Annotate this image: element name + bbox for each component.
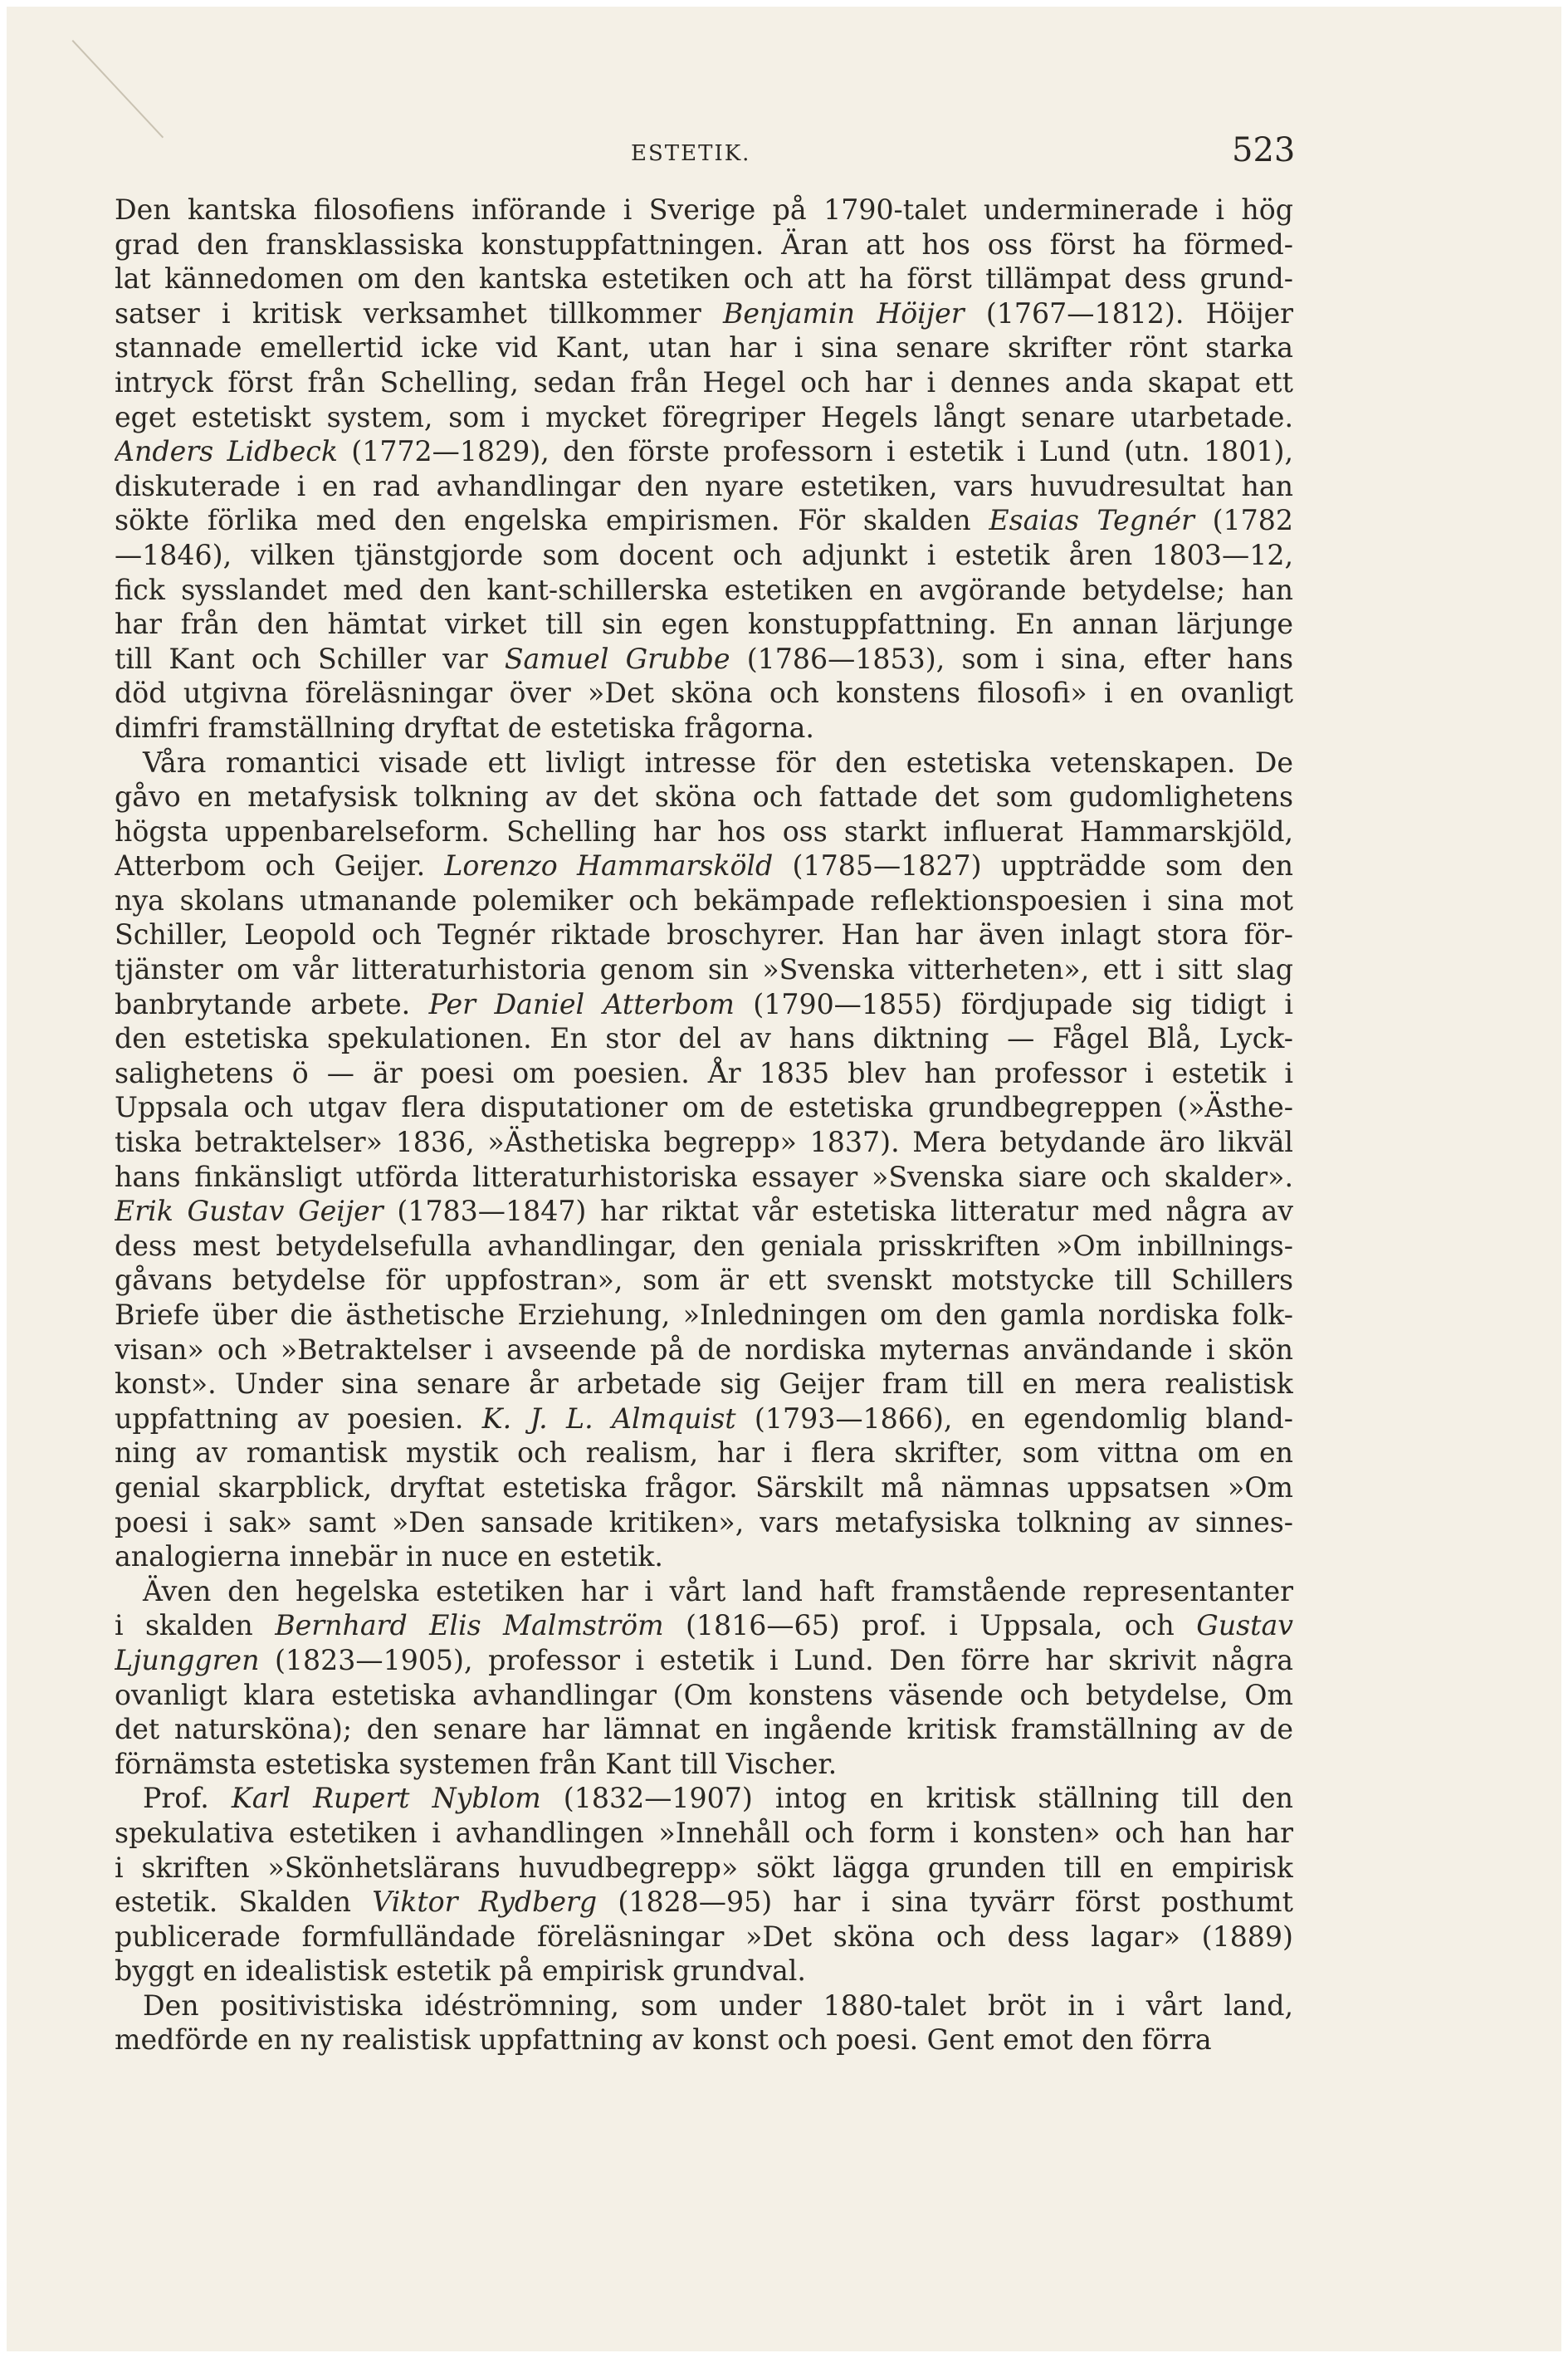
text-line: den estetiska spekulationen. En stor del av hans diktning — Fågel Blå, Lyck- [115, 1022, 1293, 1055]
text-line: Atterbom och Geijer. Lorenzo Hammarsköld (1785—1827) uppträdde som den [115, 849, 1293, 883]
text-line: Ljunggren (1823—1905), professor i estetik i Lund. Den förre har skrivit några [115, 1643, 1293, 1676]
text-line: tjänster om vår litteraturhistoria genom sin »Svenska vitterheten», ett i sitt slag [115, 953, 1293, 986]
text-line: i skalden Bernhard Elis Malmström (1816—65) prof. i Uppsala, och Gustav [115, 1609, 1293, 1642]
page-number: 523 [1232, 131, 1296, 169]
text-line: diskuterade i en rad avhandlingar den nyare estetiken, vars huvudresultat han [115, 469, 1293, 502]
text-line: Den positivistiska idéströmning, som under 1880-talet bröt in i vårt land, [143, 1989, 1293, 2022]
text-line: eget estetiskt system, som i mycket föregriper Hegels långt senare utarbetade. [115, 400, 1293, 433]
text-line: hans finkänsligt utförda litteraturhistoriska essayer »Svenska siare och skalder». [115, 1160, 1293, 1193]
text-line: grad den fransklassiska konstuppfattningen. Äran att hos oss först ha förmed- [115, 227, 1293, 261]
text-line: Erik Gustav Geijer (1783—1847) har riktat vår estetiska litteratur med några av [115, 1195, 1293, 1228]
text-line: analogierna innebär in nuce en estetik. [115, 1540, 663, 1573]
body-text [115, 193, 1293, 2057]
running-head: ESTETIK. [631, 141, 751, 166]
text-line: konst». Under sina senare år arbetade sig Geijer fram till en mera realistisk [115, 1367, 1293, 1401]
text-line: har från den hämtat virket till sin egen konstuppfattning. En annan lärjunge [115, 608, 1293, 641]
text-line: gåvo en metafysisk tolkning av det sköna och fattade det som gudomlighetens [115, 780, 1293, 814]
text-line: lat kännedomen om den kantska estetiken och att ha först tillämpat dess grund- [115, 262, 1293, 296]
text-line: det natursköna); den senare har lämnat en ingående kritisk framställning av de [115, 1713, 1293, 1746]
text-line: förnämsta estetiska systemen från Kant till Vischer. [115, 1747, 838, 1780]
text-line: Även den hegelska estetiken har i vårt land haft framstående representanter [143, 1574, 1293, 1607]
text-line: poesi i sak» samt »Den sansade kritiken», vars metafysiska tolkning av sinnes- [115, 1505, 1293, 1539]
text-line: salighetens ö — är poesi om poesien. År 1835 blev han professor i estetik i [115, 1056, 1293, 1089]
text-line: uppfattning av poesien. K. J. L. Almquist (1793—1866), en egendomlig bland- [115, 1402, 1293, 1435]
text-line: spekulativa estetiken i avhandlingen »Innehåll och form i konsten» och han har [115, 1816, 1293, 1849]
text-line: tiska betraktelser» 1836, »Ästhetiska begrepp» 1837). Mera betydande äro likväl [115, 1126, 1293, 1159]
scanned-page [7, 7, 1561, 2351]
text-line: högsta uppenbarelseform. Schelling har hos oss starkt influerat Hammarskjöld, [115, 815, 1293, 848]
paragraph [115, 1574, 1293, 1782]
text-line: byggt en idealistisk estetik på empirisk grundval. [115, 1954, 806, 1988]
text-line: dess mest betydelsefulla avhandlingar, den geniala prisskriften »Om inbillnings- [115, 1229, 1293, 1262]
text-line: publicerade formfulländade föreläsningar »Det sköna och dess lagar» (1889) [115, 1920, 1293, 1953]
paragraph [115, 193, 1293, 746]
text-line: gåvans betydelse för uppfostran», som är ett svenskt motstycke till Schillers [115, 1264, 1293, 1297]
text-line: ning av romantisk mystik och realism, har i flera skrifter, som vittna om en [115, 1436, 1293, 1470]
text-line: stannade emellertid icke vid Kant, utan har i sina senare skrifter rönt starka [115, 331, 1293, 364]
text-line: Schiller, Leopold och Tegnér riktade broschyrer. Han har även inlagt stora för- [115, 918, 1293, 952]
scan-artifact-line [72, 40, 164, 138]
text-line: Prof. Karl Rupert Nyblom (1832—1907) intog en kritisk ställning till den [143, 1782, 1293, 1815]
text-line: satser i kritisk verksamhet tillkommer Benjamin Höijer (1767—1812). Höijer [115, 296, 1293, 330]
text-line: Den kantska filosofiens införande i Sverige på 1790-talet underminerade i hög [115, 193, 1293, 226]
paragraph [115, 746, 1293, 1574]
text-line: dimfri framställning dryftat de estetiska frågorna. [115, 711, 814, 744]
text-line: Briefe über die ästhetische Erziehung, »Inledningen om den gamla nordiska folk- [115, 1299, 1293, 1331]
text-line: banbrytande arbete. Per Daniel Atterbom (1790—1855) fördjupade sig tidigt i [115, 987, 1293, 1020]
text-line: genial skarpblick, dryftat estetiska frågor. Särskilt må nämnas uppsatsen »Om [115, 1470, 1293, 1504]
text-line: Våra romantici visade ett livligt intresse för den estetiska vetenskapen. De [143, 746, 1293, 779]
text-line: medförde en ny realistisk uppfattning av konst och poesi. Gent emot den förra [115, 2023, 1212, 2057]
text-line: visan» och »Betraktelser i avseende på de nordiska myternas användande i skön [115, 1333, 1293, 1366]
text-line: i skriften »Skönhetslärans huvudbegrepp» sökt lägga grunden till en empirisk [115, 1851, 1293, 1884]
text-line: Uppsala och utgav flera disputationer om de estetiska grundbegreppen (»Ästhe- [115, 1091, 1293, 1124]
text-line: död utgivna föreläsningar över »Det sköna och konstens filosofi» i en ovanligt [115, 677, 1293, 710]
text-line: —1846), vilken tjänstgjorde som docent och adjunkt i estetik åren 1803—12, [115, 538, 1293, 571]
paragraph [115, 1989, 1293, 2057]
text-line: sökte förlika med den engelska empirismen. För skalden Esaias Tegnér (1782 [115, 504, 1293, 537]
text-line: ovanligt klara estetiska avhandlingar (Om konstens väsende och betydelse, Om [115, 1678, 1293, 1711]
text-line: intryck först från Schelling, sedan från Hegel och har i dennes anda skapat ett [115, 365, 1293, 399]
text-line: Anders Lidbeck (1772—1829), den förste professorn i estetik i Lund (utn. 1801), [115, 435, 1293, 468]
paragraph [115, 1781, 1293, 1989]
text-line: nya skolans utmanande polemiker och bekämpade reflektionspoesien i sina mot [115, 883, 1293, 917]
text-line: estetik. Skalden Viktor Rydberg (1828—95) har i sina tyvärr först posthumt [115, 1886, 1293, 1919]
text-line: fick sysslandet med den kant-schillerska estetiken en avgörande betydelse; han [115, 573, 1293, 606]
text-line: till Kant och Schiller var Samuel Grubbe (1786—1853), som i sina, efter hans [115, 642, 1293, 675]
